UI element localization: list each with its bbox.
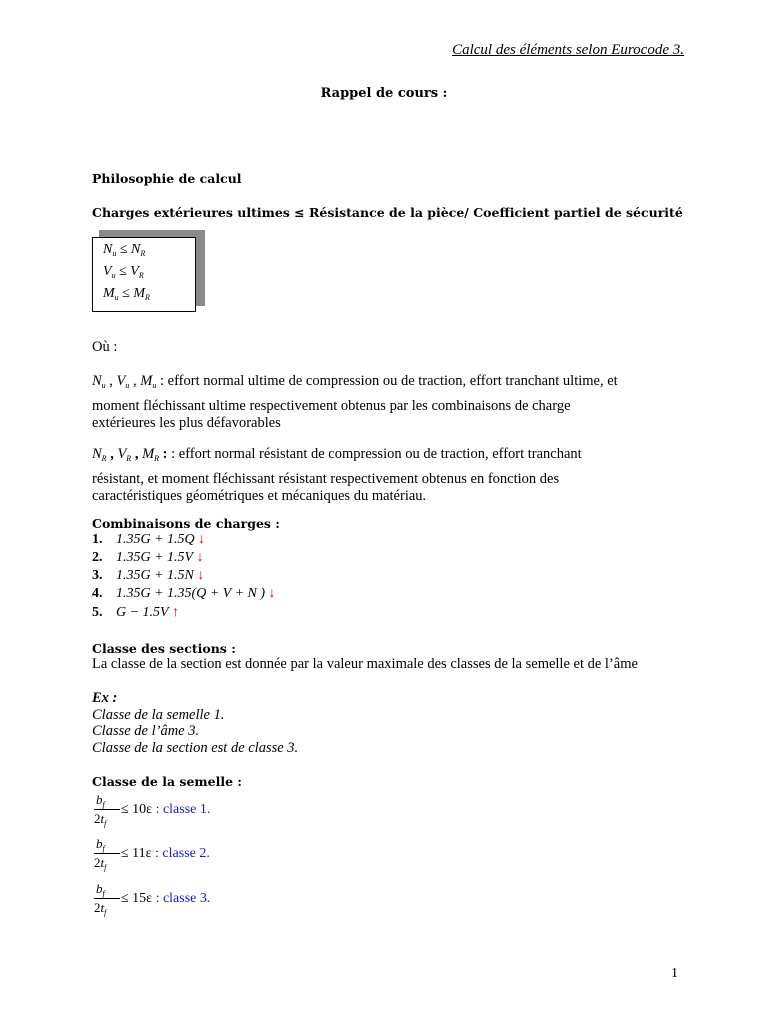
- example-line-3: Classe de la section est de classe 3.: [92, 740, 299, 756]
- example-line-2: Classe de l’âme 3.: [92, 723, 200, 739]
- relation-class-1: ≤ 10ε : classe 1.: [121, 802, 211, 817]
- page-title: Rappel de cours :: [320, 86, 448, 101]
- ultimate-line-3: extérieures les plus défavorables: [92, 415, 281, 431]
- combination-3: 3. 1.35G + 1.5N ↓: [92, 568, 205, 583]
- relation-class-3: ≤ 15ε : classe 3.: [121, 891, 211, 906]
- fraction-class-2: $b_f$ $2t_f$: [92, 836, 120, 876]
- combination-1: 1. 1.35G + 1.5Q ↓: [92, 532, 206, 547]
- ultimate-line-2: moment fléchissant ultime respectivement obtenus par les combinaisons de charge: [92, 398, 571, 414]
- combination-5: 5. G − 1.5V ↑: [92, 605, 180, 620]
- inequality-n: $N_u \le N_R$: [103, 242, 146, 258]
- fraction-class-1: $b_f$ $2t_f$: [92, 792, 120, 832]
- fraction-class-3: $b_f$ $2t_f$: [92, 881, 120, 921]
- page-header: Calcul des éléments selon Eurocode 3.: [452, 42, 684, 58]
- inequality-m: $M_u \le M_R$: [103, 286, 150, 302]
- combinations-heading: Combinaisons de charges :: [92, 516, 280, 531]
- philosophy-principle: Charges extérieures ultimes ≤ Résistance de la pièce/ Coefficient partiel de sécurité: [92, 205, 683, 220]
- example-heading: Ex :: [92, 690, 118, 706]
- ultimate-paragraph: [92, 373, 692, 432]
- flange-heading: Classe de la semelle :: [92, 774, 243, 789]
- example-line-1: Classe de la semelle 1.: [92, 707, 225, 723]
- sections-text: La classe de la section est donnée par la valeur maximale des classes de la semelle et de l’âme: [92, 656, 638, 672]
- resistant-line-3: caractéristiques géométriques et mécaniques du matériau.: [92, 488, 427, 504]
- resistant-line-1: $N_R$ , $V_R$ , $M_R$ : : effort normal résistant de compression ou de traction, effort tranchant: [92, 446, 582, 463]
- resistant-line-2: résistant, et moment fléchissant résistant respectivement obtenus en fonction des: [92, 471, 560, 487]
- inequality-v: $V_u \le V_R$: [103, 264, 144, 280]
- ultimate-line-1: $N_u$ , $V_u$ , $M_u$ : effort normal ultime de compression ou de traction, effort tranchant ultime, et: [92, 373, 618, 390]
- page-number: 1: [671, 966, 678, 981]
- sections-heading: Classe des sections :: [92, 641, 236, 656]
- combination-2: 2. 1.35G + 1.5V ↓: [92, 550, 204, 565]
- philosophy-heading: Philosophie de calcul: [92, 171, 242, 186]
- relation-class-2: ≤ 11ε : classe 2.: [121, 846, 210, 861]
- inequality-box: [92, 237, 196, 312]
- resistant-paragraph: [92, 446, 692, 505]
- combination-4: 4. 1.35G + 1.35(Q + V + N ) ↓: [92, 586, 276, 601]
- where-label: Où :: [92, 339, 118, 355]
